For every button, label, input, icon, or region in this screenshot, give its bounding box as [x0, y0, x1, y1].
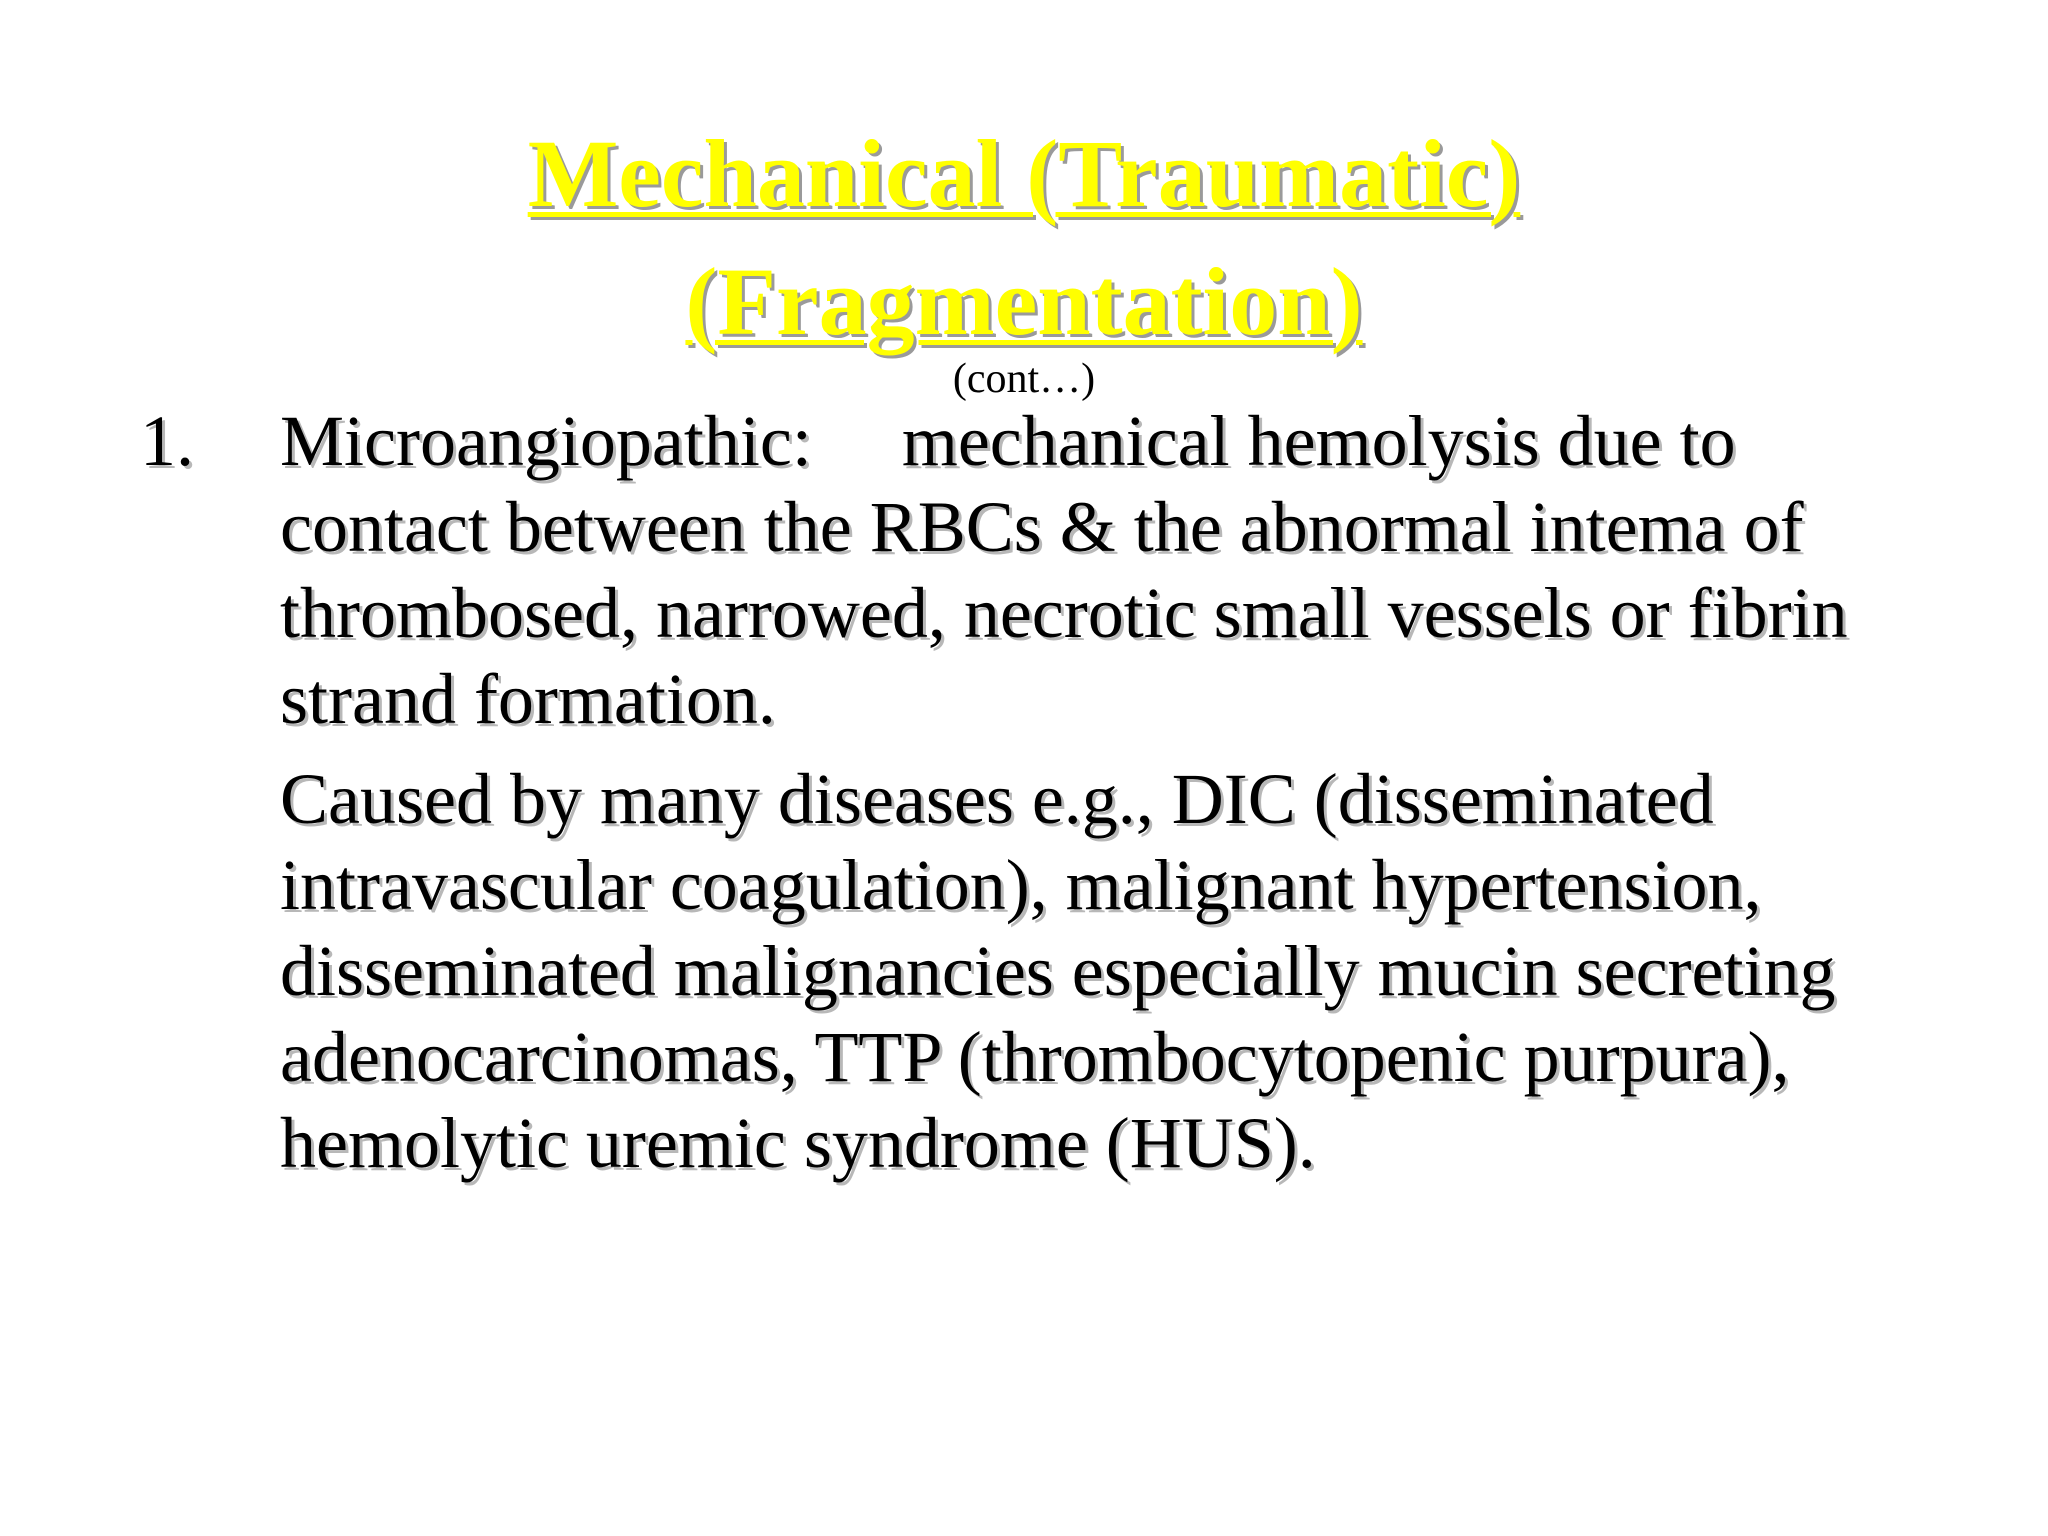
continuation-label: (cont…): [952, 356, 1096, 402]
list-item-number: 1.: [140, 401, 194, 481]
numbered-list: [140, 398, 1960, 1186]
slide-title-line-2: (Fragmentation): [685, 248, 1363, 355]
list-item: [140, 398, 1960, 1186]
list-item-paragraph-2: Caused by many diseases e.g., DIC (disseminated intravascular coagulation), malignant hypertension, disseminated malignancies especially mucin secreting adenocarcinomas, TTP (thrombocytopenic purpura), hemolytic uremic syndrome (HUS).: [280, 759, 1836, 1183]
slide-title-line-1: Mechanical (Traumatic): [527, 120, 1521, 227]
slide-title: [0, 110, 2048, 366]
list-item-paragraph-1: Microangiopathic: mechanical hemolysis due to contact between the RBCs & the abnormal intema of thrombosed, narrowed, necrotic small vessels or fibrin strand formation.: [280, 401, 1866, 739]
